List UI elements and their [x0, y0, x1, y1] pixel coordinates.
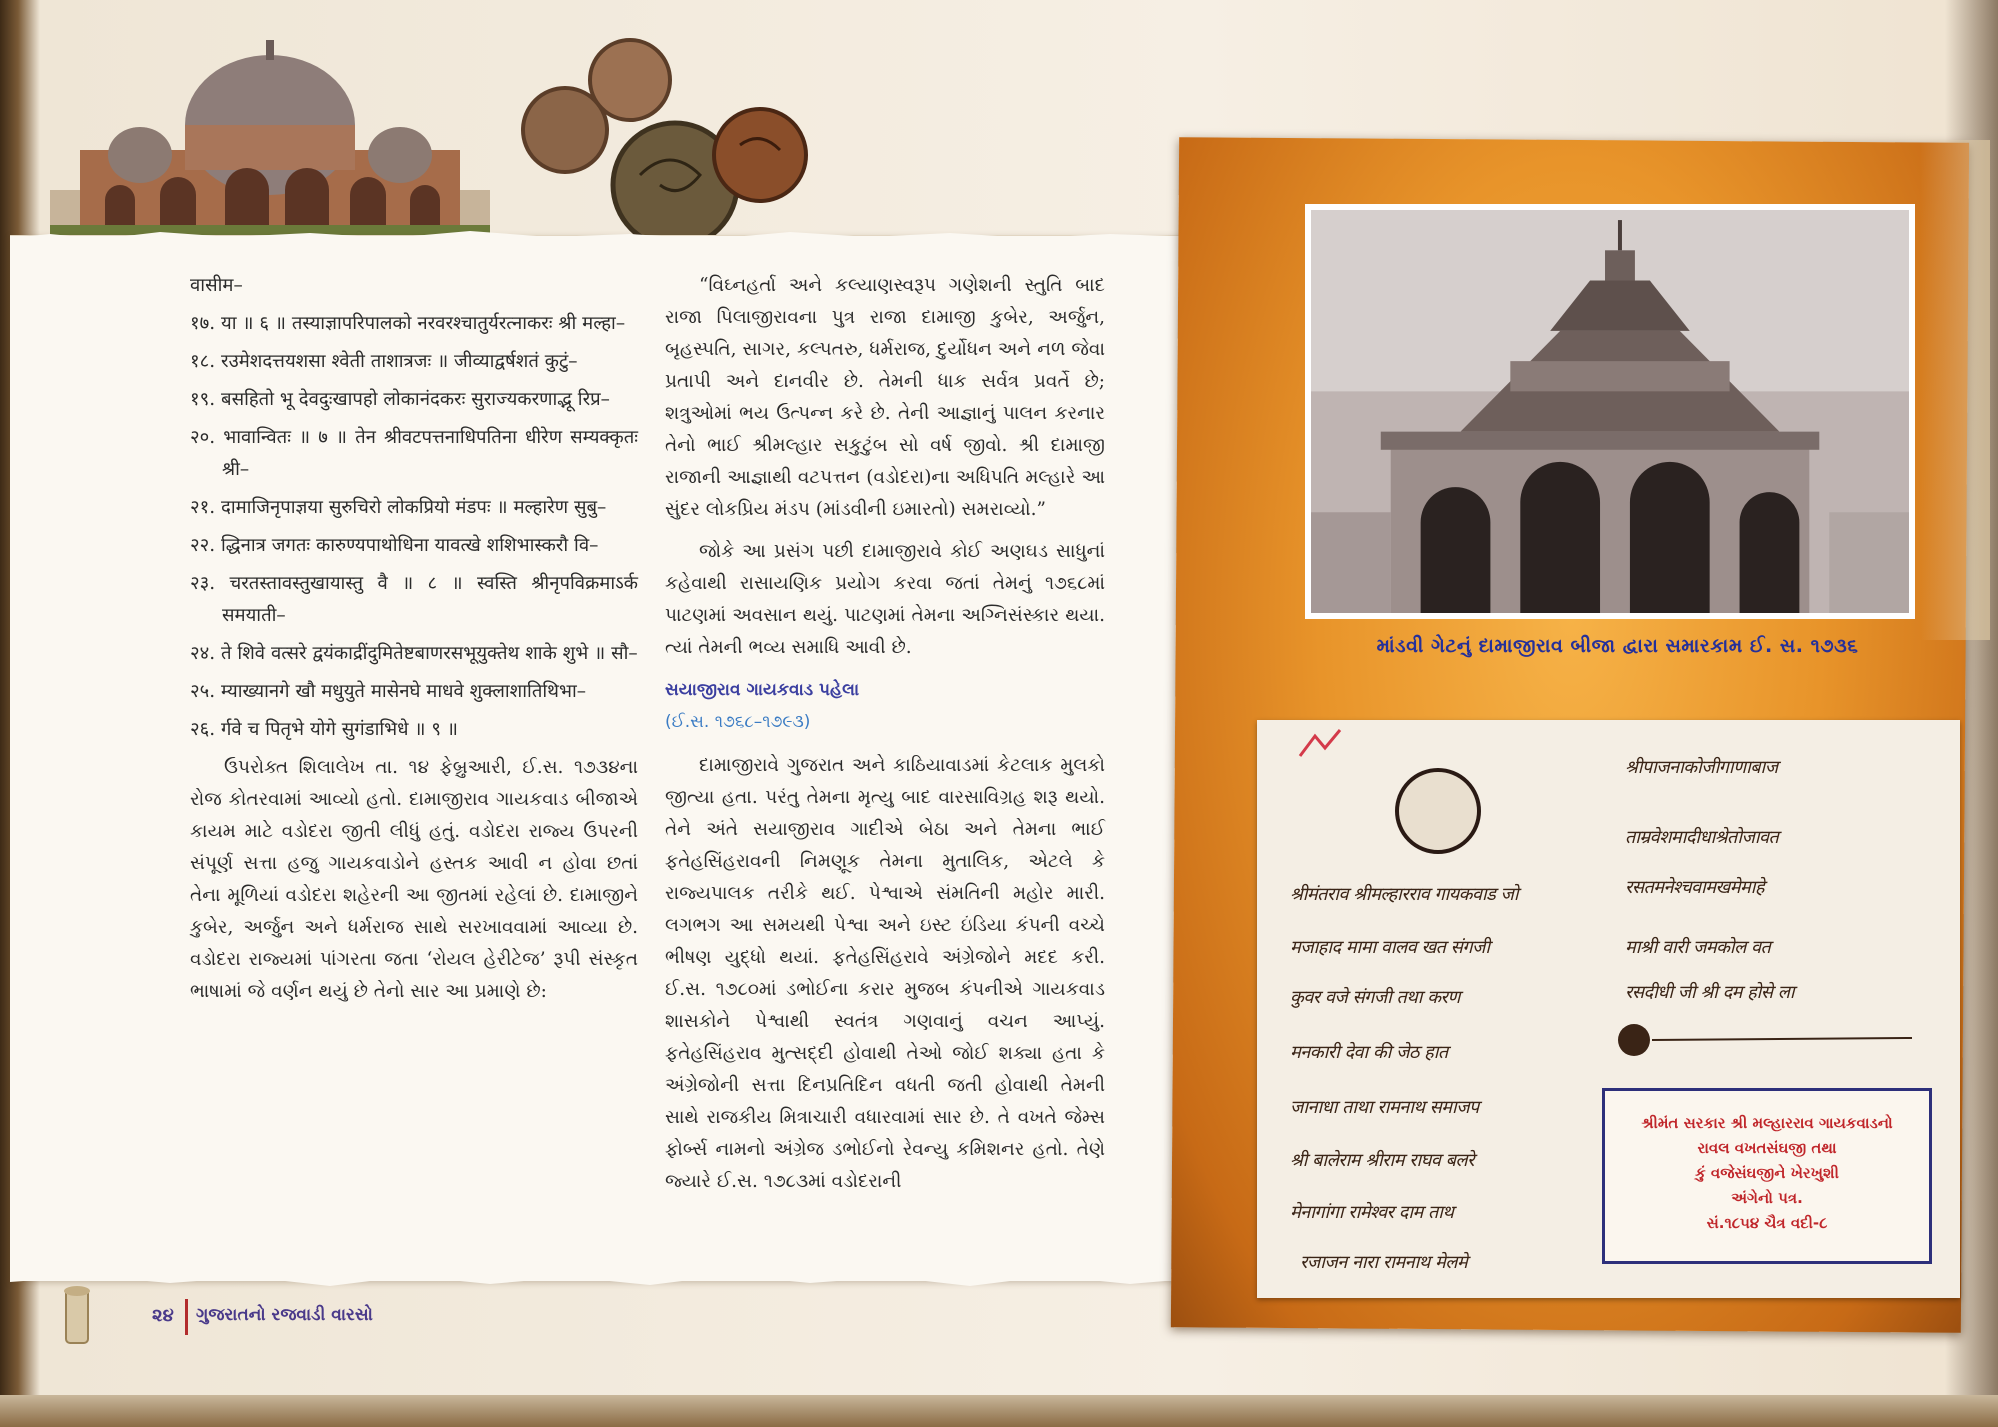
photo-caption: માંડવી ગેટનું દામાજીરાવ બીજા દ્વારા સમારકામ ઈ. સ. ૧૭૩૬ [1376, 635, 1859, 657]
handwritten-line: जानाधा ताथा रामनाथ समाजप [1290, 1097, 1479, 1118]
verse-line: १८. रउमेशदत्तयशसा श्वेती ताशात्रजः ॥ जीव्याद्वर्षशतं कुटुं– [190, 351, 578, 372]
red-mark [1295, 726, 1355, 762]
verse-line: २१. दामाजिनृपाज्ञया सुरुचिरो लोकप्रियो मंडपः ॥ मल्हारेण सुबु– [190, 497, 607, 518]
verse-line: वासीम– [190, 275, 243, 296]
handwritten-line: श्रीमंतराव श्रीमल्हारराव गायकवाड जो [1290, 884, 1519, 905]
scroll-icon [60, 1285, 94, 1347]
handwritten-line: मनकारी देवा की जेठ हात [1290, 1042, 1448, 1063]
footer-divider [185, 1299, 188, 1335]
coins-illustration [520, 35, 820, 255]
handwritten-line: मेनागांगा रामेश्वर दाम ताथ [1290, 1202, 1454, 1223]
label-line: કું વજેસંઘજીને ખેરખુશી [1695, 1164, 1839, 1182]
seal-stamp [1395, 768, 1481, 854]
palace-illustration [50, 40, 490, 250]
handwritten-line: रजाजन नारा रामनाथ मेलमे [1300, 1252, 1468, 1273]
quote-paragraph: “વિઘ્નહર્તા અને કલ્યાણસ્વરૂપ ગણેશની સ્તુતિ બાદ રાજા પિલાજીરાવના પુત્ર રાજા દામાજી કુબેર, અર્જુન, બૃહસ્પતિ, સાગર, કલ્પતરુ, ધર્મરાજ, દુર્યોધન અને નળ જેવા પ્રતાપી અને દાનવીર છે. તેમની ધાક સર્વત્ર પ્રવર્તે છે; શત્રુઓમાં ભય ઉત્પન્ન કરે છે. તેની આજ્ઞાનું પાલન કરનાર તેનો ભાઈ શ્રીમલ્હાર સકુટુંબ સો વર્ષ જીવો. શ્રી દામાજી રાજાની આજ્ઞાથી વટપત્તન (વડોદરા)ના અધિપતિ મલ્હારે આ સુંદર લોકપ્રિય મંડપ (માંડવીની ઇમારતો) સમરાવ્યો.” [665, 275, 1105, 520]
label-line: સં.૧૮૫૪ ચૈત્ર વદી-૮ [1706, 1214, 1828, 1232]
page-edge-ornament [1920, 140, 1990, 640]
handwritten-line: कुवर वजे संगजी तथा करण [1290, 987, 1460, 1008]
verse-line: २६. र्गवे च पितृभे योगे सुगंडाभिधे ॥ ९ ॥ [190, 719, 458, 740]
book-bottom-edge [0, 1395, 1998, 1427]
book-title: ગુજરાતનો રજવાડી વારસો [196, 1305, 373, 1325]
verse-line: २२. द्धिनात्र जगतः कारुण्यपाथोधिना यावत्खे शशिभास्करौ वि– [190, 535, 599, 556]
label-line: શ્રીમંત સરકાર શ્રી મલ્હારરાવ ગાયકવાડનો [1641, 1114, 1893, 1132]
page-footer [60, 1285, 480, 1345]
photo-frame [1305, 204, 1915, 619]
verse-line: २५. म्याख्यानगे खौ मधुयुते मासेनघे माधवे शुक्लाशातिथिभा– [190, 681, 587, 702]
body-paragraph: ઉપરોક્ત શિલાલેખ તા. ૧૪ ફેબ્રુઆરી, ઈ.સ. ૧૭૩૪ના રોજ કોતરવામાં આવ્યો હતો. દામાજીરાવ ગાયકવાડ બીજાએ કાયમ માટે વડોદરા જીતી લીધું હતું. વડોદરા રાજ્ય ઉપરની સંપૂર્ણ સત્તા હજુ ગાયકવાડોને હસ્તક આવી ન હોવા છતાં તેના મૂળિયાં વડોદરા શહેરની આ જીતમાં રહેલાં છે. દામાજીને કુબેર, અર્જુન અને ધર્મરાજ સાથે સરખાવવામાં આવ્યા છે. વડોદરા રાજ્યમાં પાંગરતા જતા ‘રોયલ હેરીટેજ’ રૂપી સંસ્કૃત ભાષામાં જે વર્ણન થયું છે તેનો સાર આ પ્રમાણે છે: [190, 757, 638, 1002]
verse-line: १९. बसहितो भू देवदुःखापहो लोकानंदकरः सुराज्यकरणाद्भू रिप्र– [190, 389, 610, 410]
verse-line: २३. चरतस्तावस्तुखायास्तु वै ॥ ८ ॥ स्वस्ति श्रीनृपविक्रमाऽर्क समयाती– [190, 573, 638, 626]
mandvi-gate-photo [1311, 210, 1909, 613]
body-paragraph: દામાજીરાવે ગુજરાત અને કાઠિયાવાડમાં કેટલાક મુલકો જીત્યા હતા. પરંતુ તેમના મૃત્યુ બાદ વારસાવિગ્રહ શરૂ થયો. તેને અંતે સયાજીરાવ ગાદીએ બેઠા અને તેમના ભાઈ ફતેહસિંહરાવની નિમણૂક તેમના મુતાલિક, એટલે કે રાજ્યપાલક તરીકે થઈ. પેશ્વાએ સંમતિની મહોર મારી. લગભગ આ સમયથી પેશ્વા અને ઇસ્ટ ઇંડિયા કંપની વચ્ચે ભીષણ યુદ્ધો થયાં. ફતેહસિંહરાવે અંગ્રેજોને મદદ કરી. ઈ.સ. ૧૭૮૦માં ડભોઈના કરાર મુજબ કંપનીએ ગાયકવાડ શાસકોને પેશ્વાથી સ્વતંત્ર ગણવાનું વચન આપ્યું. ફતેહસિંહરાવ મુત્સદ્દી હોવાથી તેઓ જોઈ શક્યા હતા કે અંગ્રેજોની સત્તા દિનપ્રતિદિન વધતી જતી હોવાથી તેમની સાથે રાજકીય મિત્રાચારી વધારવામાં સાર છે. તે વખતે જેમ્સ ફોર્બ્સ નામનો અંગ્રેજ ડભોઈનો રેવન્યુ કમિશનર હતો. તેણે જ્યારે ઈ.સ. ૧૭૮૩માં વડોદરાની [665, 755, 1105, 1192]
verse-line: १७. या ॥ ६ ॥ तस्याज्ञापरिपालको नरवरश्चातुर्यरत्नाकरः श्री मल्हा– [190, 313, 626, 334]
label-line: રાવલ વખતસંઘજી તથા [1697, 1139, 1837, 1157]
handwritten-line: श्री बालेराम श्रीराम राघव बलरे [1290, 1150, 1474, 1171]
handwritten-line: माश्री वारी जमकोल वत [1625, 937, 1771, 958]
section-heading: સયાજીરાવ ગાયકવાડ પહેલા [665, 680, 860, 700]
page-number: ૨૪ [152, 1305, 174, 1326]
document-label [1602, 1088, 1932, 1264]
left-text-column [190, 270, 638, 1018]
body-paragraph: જોકે આ પ્રસંગ પછી દામાજીરાવે કોઈ અણઘડ સાધુનાં કહેવાથી રાસાયણિક પ્રયોગ કરવા જતાં તેમનું ૧૭૬૮માં પાટણમાં અવસાન થયું. પાટણમાં તેમના અગ્નિસંસ્કાર થયા. ત્યાં તેમની ભવ્ય સમાધિ આવી છે. [665, 541, 1105, 658]
handwritten-line: ताम्रवेशमादीधाश्रेतोजावत [1625, 827, 1779, 848]
handwritten-line: मजाहाद मामा वालव खत संगजी [1290, 937, 1490, 958]
handwritten-line: रसदीधी जी श्री दम होसे ला [1625, 982, 1795, 1003]
label-line: અંગેનો પત્ર. [1731, 1189, 1803, 1207]
right-text-column [665, 270, 1105, 1208]
signature-stamp [1612, 1020, 1922, 1060]
handwritten-line: श्रीपाजनाकोजीगाणाबाज [1625, 757, 1778, 778]
verse-line: २०. भावान्वितः ॥ ७ ॥ तेन श्रीवटपत्तनाधिपतिना धीरेण सम्यक्कृतः श्री– [190, 427, 638, 480]
verse-line: २४. ते शिवे वत्सरे द्वयंकाद्रींदुमितेष्टबाणरसभूयुक्तेथ शाके शुभे ॥ सौ– [190, 643, 638, 664]
section-subheading: (ઈ.સ. ૧૭૬૮–૧૭૯૩) [665, 712, 811, 732]
handwritten-line: रसतमनेश्चवामखमेमाहे [1625, 877, 1765, 898]
torn-edge-top [10, 228, 1200, 244]
